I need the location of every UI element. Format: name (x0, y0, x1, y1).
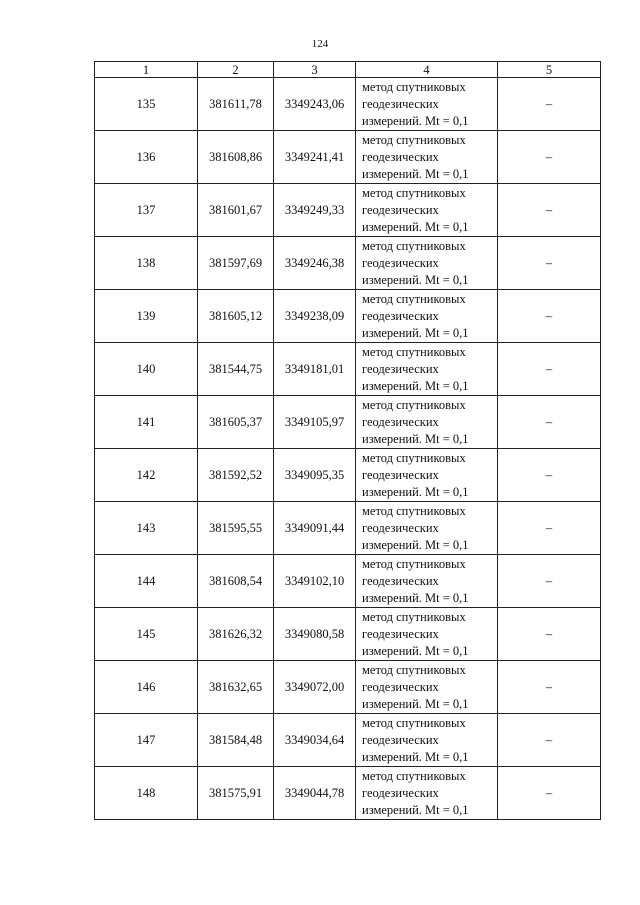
x-coordinate-cell: 381611,78 (198, 78, 274, 131)
table-row (95, 78, 601, 131)
x-coordinate-cell: 381584,48 (198, 714, 274, 767)
method-cell: метод спутниковых геодезических измерений. Mt = 0,1 (356, 608, 498, 661)
table-row (95, 608, 601, 661)
table-row (95, 661, 601, 714)
point-number-cell: 140 (95, 343, 198, 396)
x-coordinate-cell: 381605,37 (198, 396, 274, 449)
table-row (95, 184, 601, 237)
point-number-cell: 145 (95, 608, 198, 661)
note-cell: – (498, 661, 601, 714)
point-number-cell: 139 (95, 290, 198, 343)
note-cell: – (498, 767, 601, 820)
method-cell: метод спутниковых геодезических измерений. Mt = 0,1 (356, 714, 498, 767)
method-cell: метод спутниковых геодезических измерений. Mt = 0,1 (356, 237, 498, 290)
table-body (95, 78, 601, 820)
table-row (95, 767, 601, 820)
y-coordinate-cell: 3349246,38 (274, 237, 356, 290)
page-number: 124 (311, 38, 329, 50)
note-cell: – (498, 184, 601, 237)
point-number-cell: 144 (95, 555, 198, 608)
point-number-cell: 148 (95, 767, 198, 820)
note-cell: – (498, 502, 601, 555)
point-number-cell: 146 (95, 661, 198, 714)
note-cell: – (498, 449, 601, 502)
method-cell: метод спутниковых геодезических измерений. Mt = 0,1 (356, 290, 498, 343)
column-header: 2 (198, 62, 274, 78)
method-cell: метод спутниковых геодезических измерений. Mt = 0,1 (356, 555, 498, 608)
x-coordinate-cell: 381608,54 (198, 555, 274, 608)
x-coordinate-cell: 381632,65 (198, 661, 274, 714)
y-coordinate-cell: 3349181,01 (274, 343, 356, 396)
x-coordinate-cell: 381608,86 (198, 131, 274, 184)
table-row (95, 237, 601, 290)
table-row (95, 449, 601, 502)
x-coordinate-cell: 381544,75 (198, 343, 274, 396)
method-cell: метод спутниковых геодезических измерений. Mt = 0,1 (356, 343, 498, 396)
point-number-cell: 137 (95, 184, 198, 237)
note-cell: – (498, 396, 601, 449)
table-row (95, 290, 601, 343)
x-coordinate-cell: 381626,32 (198, 608, 274, 661)
method-cell: метод спутниковых геодезических измерений. Mt = 0,1 (356, 78, 498, 131)
point-number-cell: 141 (95, 396, 198, 449)
table-header-row (95, 62, 601, 78)
coordinates-table (94, 61, 601, 820)
x-coordinate-cell: 381605,12 (198, 290, 274, 343)
note-cell: – (498, 714, 601, 767)
note-cell: – (498, 237, 601, 290)
point-number-cell: 142 (95, 449, 198, 502)
table-row (95, 502, 601, 555)
note-cell: – (498, 343, 601, 396)
table-row (95, 131, 601, 184)
y-coordinate-cell: 3349091,44 (274, 502, 356, 555)
point-number-cell: 143 (95, 502, 198, 555)
y-coordinate-cell: 3349095,35 (274, 449, 356, 502)
method-cell: метод спутниковых геодезических измерений. Mt = 0,1 (356, 396, 498, 449)
column-header: 3 (274, 62, 356, 78)
table-row (95, 343, 601, 396)
y-coordinate-cell: 3349044,78 (274, 767, 356, 820)
x-coordinate-cell: 381601,67 (198, 184, 274, 237)
note-cell: – (498, 131, 601, 184)
y-coordinate-cell: 3349072,00 (274, 661, 356, 714)
note-cell: – (498, 78, 601, 131)
x-coordinate-cell: 381575,91 (198, 767, 274, 820)
x-coordinate-cell: 381595,55 (198, 502, 274, 555)
point-number-cell: 136 (95, 131, 198, 184)
y-coordinate-cell: 3349105,97 (274, 396, 356, 449)
method-cell: метод спутниковых геодезических измерений. Mt = 0,1 (356, 661, 498, 714)
y-coordinate-cell: 3349241,41 (274, 131, 356, 184)
x-coordinate-cell: 381592,52 (198, 449, 274, 502)
method-cell: метод спутниковых геодезических измерений. Mt = 0,1 (356, 184, 498, 237)
y-coordinate-cell: 3349249,33 (274, 184, 356, 237)
column-header: 4 (356, 62, 498, 78)
point-number-cell: 147 (95, 714, 198, 767)
column-header: 1 (95, 62, 198, 78)
y-coordinate-cell: 3349238,09 (274, 290, 356, 343)
point-number-cell: 135 (95, 78, 198, 131)
note-cell: – (498, 608, 601, 661)
y-coordinate-cell: 3349243,06 (274, 78, 356, 131)
y-coordinate-cell: 3349034,64 (274, 714, 356, 767)
column-header: 5 (498, 62, 601, 78)
table-row (95, 555, 601, 608)
method-cell: метод спутниковых геодезических измерений. Mt = 0,1 (356, 767, 498, 820)
point-number-cell: 138 (95, 237, 198, 290)
x-coordinate-cell: 381597,69 (198, 237, 274, 290)
y-coordinate-cell: 3349080,58 (274, 608, 356, 661)
note-cell: – (498, 290, 601, 343)
method-cell: метод спутниковых геодезических измерений. Mt = 0,1 (356, 131, 498, 184)
method-cell: метод спутниковых геодезических измерений. Mt = 0,1 (356, 502, 498, 555)
y-coordinate-cell: 3349102,10 (274, 555, 356, 608)
table-row (95, 714, 601, 767)
note-cell: – (498, 555, 601, 608)
table-row (95, 396, 601, 449)
method-cell: метод спутниковых геодезических измерений. Mt = 0,1 (356, 449, 498, 502)
